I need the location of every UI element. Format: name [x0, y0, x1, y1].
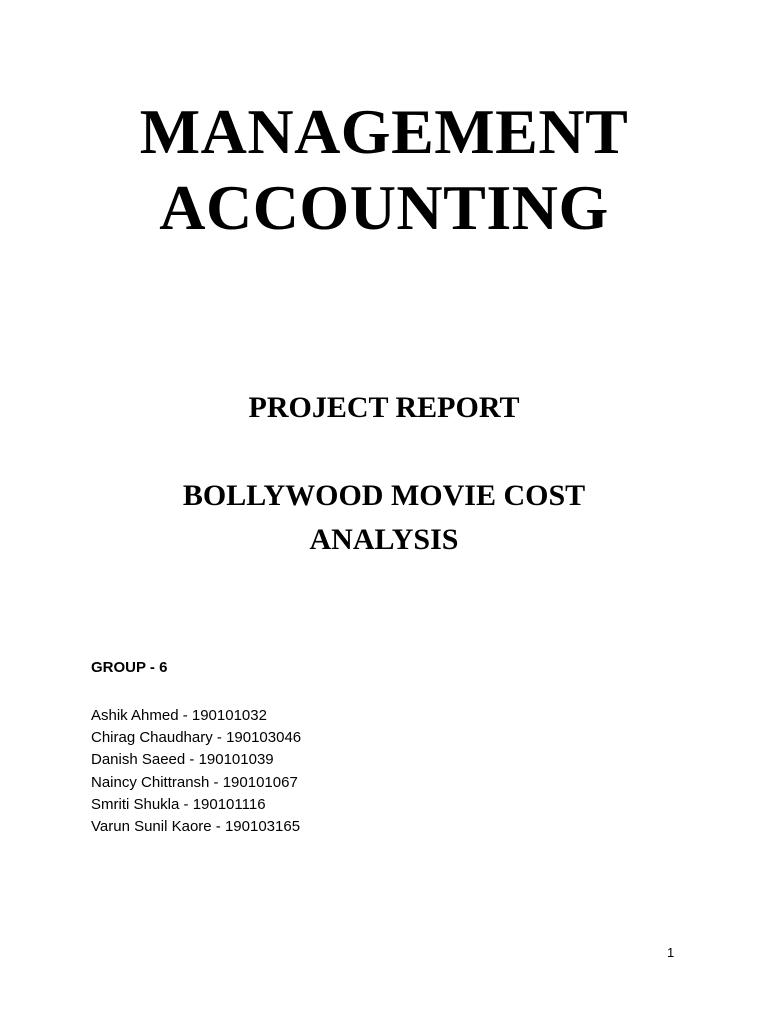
title-line-2: ACCOUNTING: [159, 172, 609, 243]
group-member: Chirag Chaudhary - 190103046: [91, 729, 302, 747]
group-member: Smriti Shukla - 190101116: [91, 795, 266, 813]
project-report-heading: PROJECT REPORT: [248, 391, 520, 424]
group-member: Ashik Ahmed - 190101032: [91, 707, 267, 724]
topic-line-1: BOLLYWOOD MOVIE COST: [182, 479, 586, 512]
document-title: [0, 94, 768, 246]
group-heading: GROUP - 6: [91, 659, 168, 676]
group-member: Naincy Chittransh - 190101067: [91, 773, 298, 791]
group-member-list: [91, 705, 301, 838]
group-member: Danish Saeed - 190101039: [91, 751, 274, 769]
topic-line-2: ANALYSIS: [309, 523, 459, 556]
page-number: 1: [667, 945, 675, 960]
title-line-1: MANAGEMENT: [139, 96, 629, 167]
group-member: Varun Sunil Kaore - 190103165: [91, 818, 301, 836]
report-topic-heading: [0, 474, 768, 562]
